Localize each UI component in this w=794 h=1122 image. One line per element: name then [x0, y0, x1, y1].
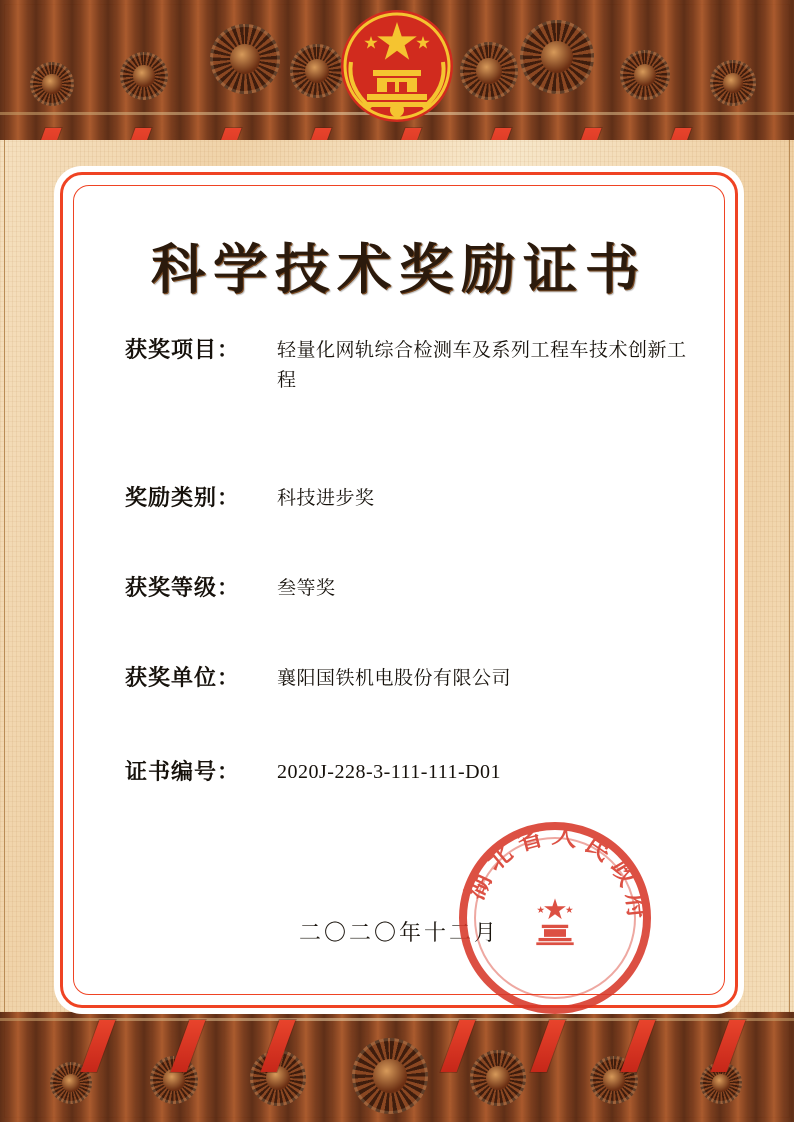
- flower-motif: [520, 20, 594, 94]
- official-seal-stamp-icon: [455, 818, 655, 1018]
- certificate-fields: [125, 333, 695, 827]
- flower-motif: [460, 42, 518, 100]
- flower-motif: [120, 52, 168, 100]
- certificate-title: 科学技术奖励证书: [151, 237, 647, 301]
- field-value-unit: 襄阳国铁机电股份有限公司: [277, 667, 512, 689]
- field-value-grade: 叁等奖: [277, 577, 336, 599]
- field-value-category: 科技进步奖: [277, 487, 375, 509]
- field-label-unit: 获奖单位：: [125, 666, 241, 691]
- flower-motif: [470, 1050, 526, 1106]
- field-value-serial: 2020J-228-3-111-111-D01: [277, 761, 502, 783]
- field-row-unit: [125, 661, 695, 693]
- national-emblem-icon: [337, 6, 457, 124]
- bottom-decorative-band: [0, 1012, 794, 1122]
- field-row-grade: [125, 571, 695, 603]
- flower-motif: [290, 44, 344, 98]
- field-label-project: 获奖项目：: [125, 338, 241, 363]
- flower-motif: [352, 1038, 428, 1114]
- field-row-serial: [125, 755, 695, 787]
- issue-date: 二〇二〇年十二月: [298, 921, 499, 946]
- band-highlight-line: [0, 1018, 794, 1021]
- svg-text:湖北省人民政府: 湖北省人民政府: [460, 819, 654, 927]
- field-value-project: 轻量化网轨综合检测车及系列工程车技术创新工程: [277, 339, 687, 391]
- field-label-serial: 证书编号：: [125, 760, 241, 785]
- top-decorative-band: [0, 0, 794, 140]
- field-label-grade: 获奖等级：: [125, 576, 241, 601]
- field-row-project: [125, 333, 695, 395]
- flower-motif: [30, 62, 74, 106]
- flower-motif: [620, 50, 670, 100]
- field-row-category: [125, 481, 695, 513]
- flower-motif: [210, 24, 280, 94]
- flower-motif: [710, 60, 756, 106]
- certificate-card: [60, 172, 738, 1008]
- field-label-category: 奖励类别：: [125, 486, 241, 511]
